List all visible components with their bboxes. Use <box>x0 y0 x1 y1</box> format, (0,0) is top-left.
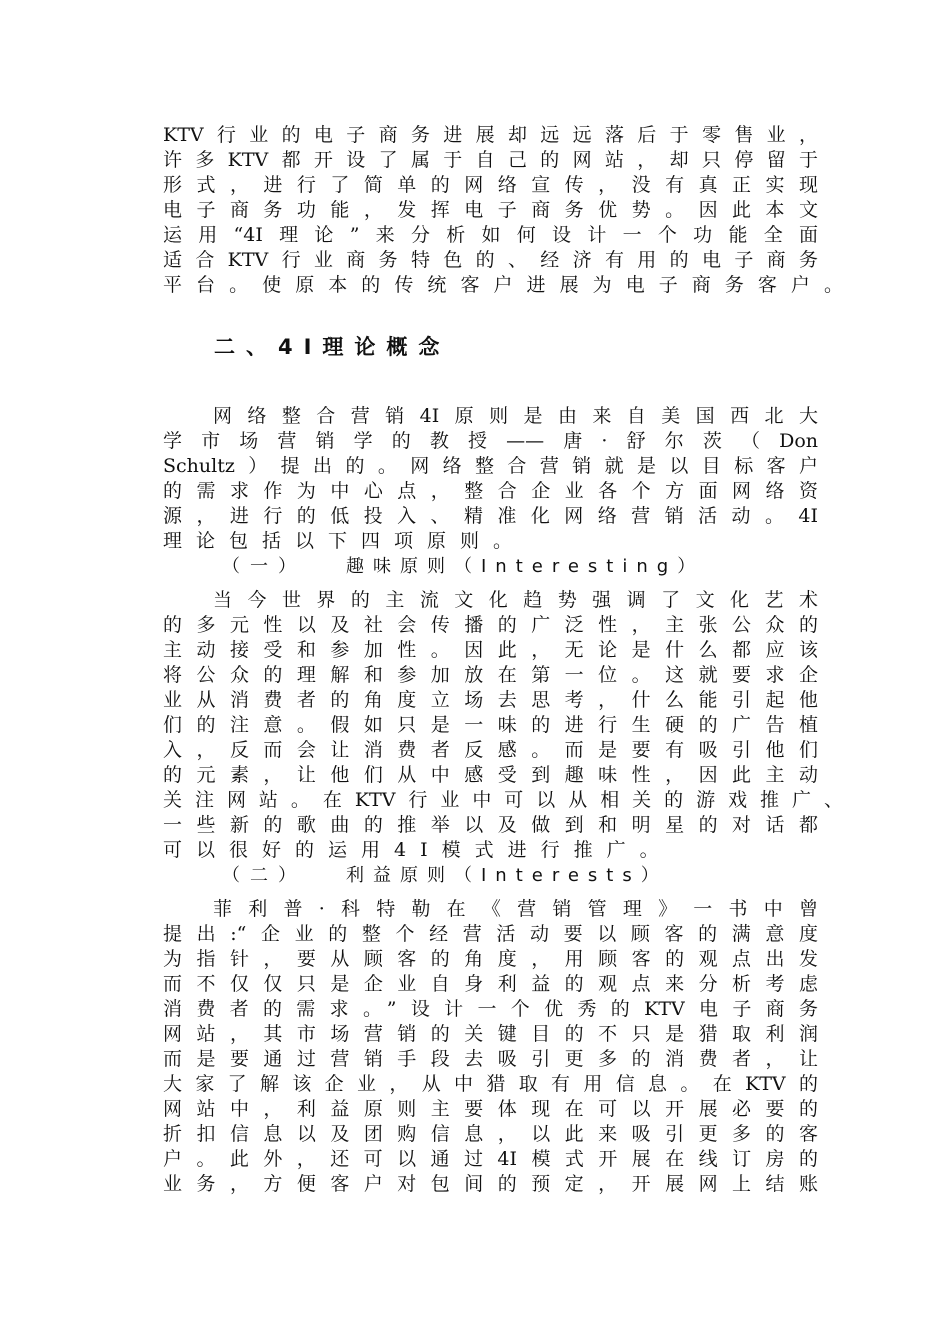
paragraph-line: 将公众的理解和参加放在第一位。这就要求企 <box>163 664 818 686</box>
subsection-number: （二） <box>222 865 306 886</box>
section-heading: 二、4I理论概念 <box>214 335 451 359</box>
intro-line: 运用“4I理论”来分析如何设计一个功能全面 <box>163 224 818 246</box>
paragraph-line: 理论包括以下四项原则。 <box>163 530 527 552</box>
paragraph-line: 们的注意。假如只是一味的进行生硬的广告植 <box>163 714 818 736</box>
paragraph-line: 一些新的歌曲的推举以及做到和明星的对话都 <box>163 814 818 836</box>
paragraph-line: 提出:“企业的整个经营活动要以顾客的满意度 <box>163 923 818 945</box>
paragraph-line: 业从消费者的角度立场去思考，什么能引起他 <box>163 689 818 711</box>
paragraph-line: 网站中，利益原则主要体现在可以开展必要的 <box>163 1098 818 1120</box>
paragraph-line: 关注网站。在KTV行业中可以从相关的游戏推广、 <box>163 789 843 811</box>
intro-line: KTV行业的电子商务进展却远远落后于零售业， <box>163 124 818 146</box>
subsection-heading <box>222 555 704 579</box>
paragraph-line: 学市场营销学的教授——唐·舒尔茨（Don <box>163 430 818 452</box>
paragraph-line: Schultz）提出的。网络整合营销就是以目标客户 <box>163 455 818 477</box>
paragraph-line: 网络整合营销4I原则是由来自美国西北大 <box>213 405 818 427</box>
subsection-heading <box>222 864 668 888</box>
paragraph-line: 当今世界的主流文化趋势强调了文化艺术 <box>213 589 818 611</box>
intro-line: 适合KTV行业商务特色的、经济有用的电子商务 <box>163 249 818 271</box>
paragraph-line: 折扣信息以及团购信息，以此来吸引更多的客 <box>163 1123 818 1145</box>
subsection-title: 趣味原则（Interesting） <box>346 556 705 577</box>
intro-line: 电子商务功能，发挥电子商务优势。因此本文 <box>163 199 818 221</box>
paragraph-line: 的需求作为中心点，整合企业各个方面网络资 <box>163 480 818 502</box>
paragraph-line: 入，反而会让消费者反感。而是要有吸引他们 <box>163 739 818 761</box>
paragraph-line: 业务，方便客户对包间的预定，开展网上结账 <box>163 1173 818 1195</box>
intro-line: 许多KTV都开设了属于自己的网站，却只停留于 <box>163 149 818 171</box>
subsection-title: 利益原则（Interests） <box>346 865 668 886</box>
paragraph-line: 网站，其市场营销的关键目的不只是猎取利润 <box>163 1023 818 1045</box>
paragraph-line: 而是要通过营销手段去吸引更多的消费者，让 <box>163 1048 818 1070</box>
paragraph-line: 户。此外，还可以通过4I模式开展在线订房的 <box>163 1148 818 1170</box>
paragraph-line: 源，进行的低投入、精准化网络营销活动。4I <box>163 505 818 527</box>
intro-line: 平台。使原本的传统客户进展为电子商务客户。 <box>163 274 843 296</box>
paragraph-line: 的元素，让他们从中感受到趣味性，因此主动 <box>163 764 818 786</box>
paragraph-line: 消费者的需求。”设计一个优秀的KTV电子商务 <box>163 998 818 1020</box>
subsection-number: （一） <box>222 556 306 577</box>
paragraph-line: 为指针，要从顾客的角度，用顾客的观点出发 <box>163 948 818 970</box>
paragraph-line: 菲利普·科特勒在《营销管理》一书中曾 <box>213 898 818 920</box>
paragraph-line: 主动接受和参加性。因此，无论是什么都应该 <box>163 639 818 661</box>
paragraph-line: 可以很好的运用4I模式进行推广。 <box>163 839 673 861</box>
paragraph-line: 的多元性以及社会传播的广泛性，主张公众的 <box>163 614 818 636</box>
intro-line: 形式，进行了简单的网络宣传，没有真正实现 <box>163 174 818 196</box>
paragraph-line: 而不仅仅只是企业自身利益的观点来分析考虑 <box>163 973 818 995</box>
paragraph-line: 大家了解该企业，从中猎取有用信息。在KTV的 <box>163 1073 818 1095</box>
